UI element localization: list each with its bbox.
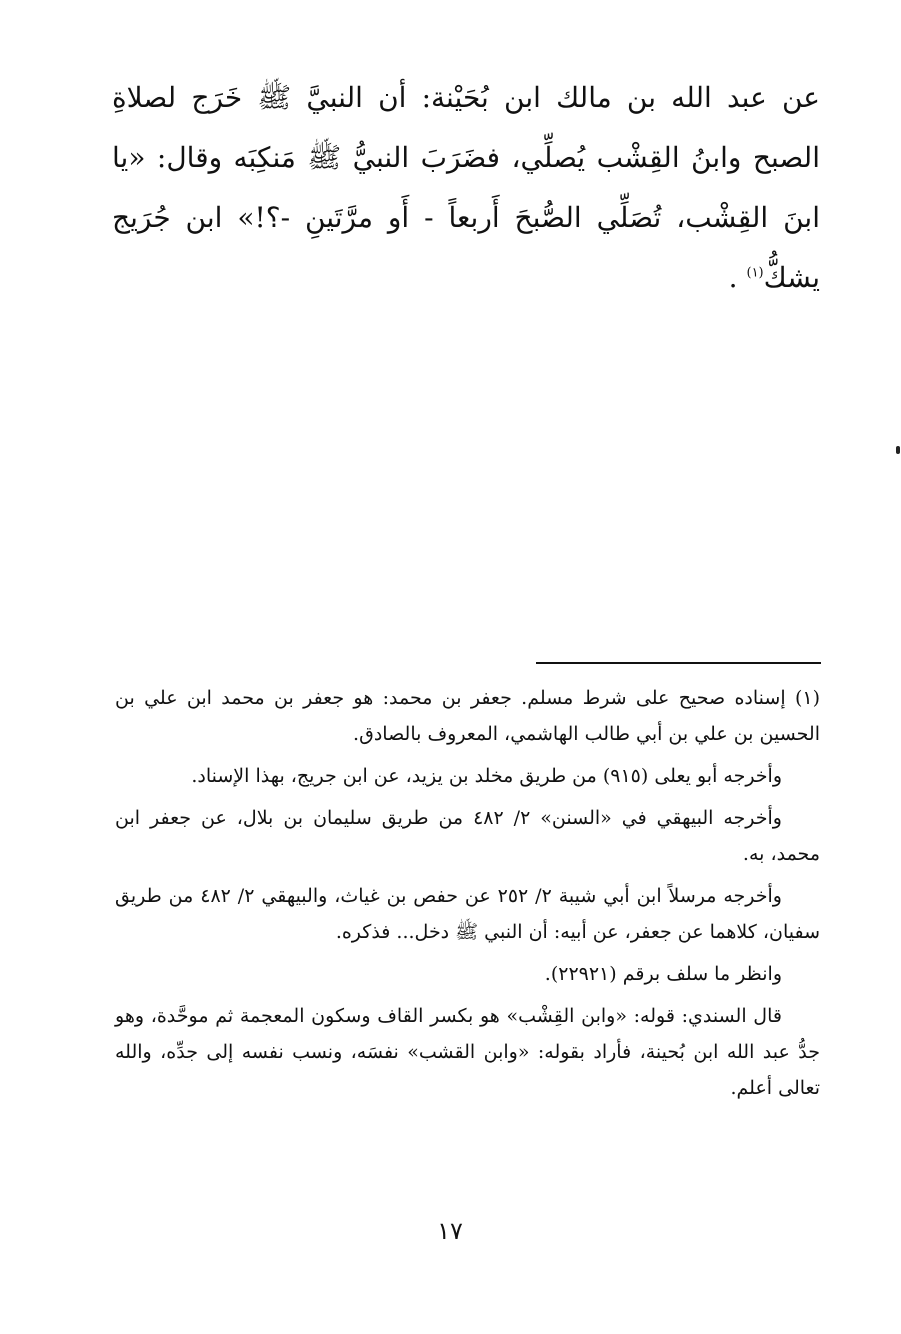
hadith-text	[112, 68, 820, 308]
footnote-bayhaqi: وأخرجه البيهقي في «السنن» ٢/ ٤٨٢ من طريق سليمان بن بلال، عن جعفر ابن محمد، به.	[115, 807, 820, 865]
footnotes-section	[115, 680, 820, 1112]
hadith-paragraph	[112, 68, 820, 308]
footnote-see-also: وانظر ما سلف برقم (٢٢٩٢١).	[544, 963, 782, 985]
footnote-abu-yala: وأخرجه أبو يعلى (٩١٥) من طريق مخلد بن يزيد، عن ابن جريج، بهذا الإسناد.	[191, 765, 782, 787]
footnote-1: (١) إسناده صحيح على شرط مسلم. جعفر بن محمد: هو جعفر بن محمد ابن علي بن الحسين بن علي بن أبي طالب الهاشمي، المعروف بالصادق.	[115, 687, 820, 745]
footnote-divider	[536, 662, 821, 664]
footnote-sindi: قال السندي: قوله: «وابن القِشْب» هو بكسر القاف وسكون المعجمة ثم موحَّدة، وهو جدُّ عبد الله ابن بُحينة، فأراد بقوله: «وابن القشب» نفسَه، ونسب نفسه إلى جدِّه، والله تعالى أعلم.	[115, 1005, 820, 1099]
margin-mark	[896, 446, 900, 454]
footnote-reference: (١)	[746, 265, 764, 281]
footnote-ibn-abi-shayba: وأخرجه مرسلاً ابن أبي شيبة ٢/ ٢٥٢ عن حفص بن غياث، والبيهقي ٢/ ٤٨٢ من طريق سفيان، كلاهما عن جعفر، عن أبيه: أن النبي ﷺ دخل... فذكره.	[115, 885, 820, 943]
page-number: ١٧	[437, 1217, 463, 1245]
hadith-end-punct: .	[728, 261, 738, 294]
hadith-body: عن عبد الله بن مالك ابن بُحَيْنة: أن النبيَّ ﷺ خَرَج لصلاةِ الصبح وابنُ القِشْب يُصلِّي، فضَرَبَ النبيُّ ﷺ مَنكِبَه وقال: «يا ابنَ القِشْب، تُصَلِّي الصُّبحَ أَربعاً - أَو مرَّتَينِ -؟!» ابن جُرَيج يشكُّ	[112, 81, 821, 294]
